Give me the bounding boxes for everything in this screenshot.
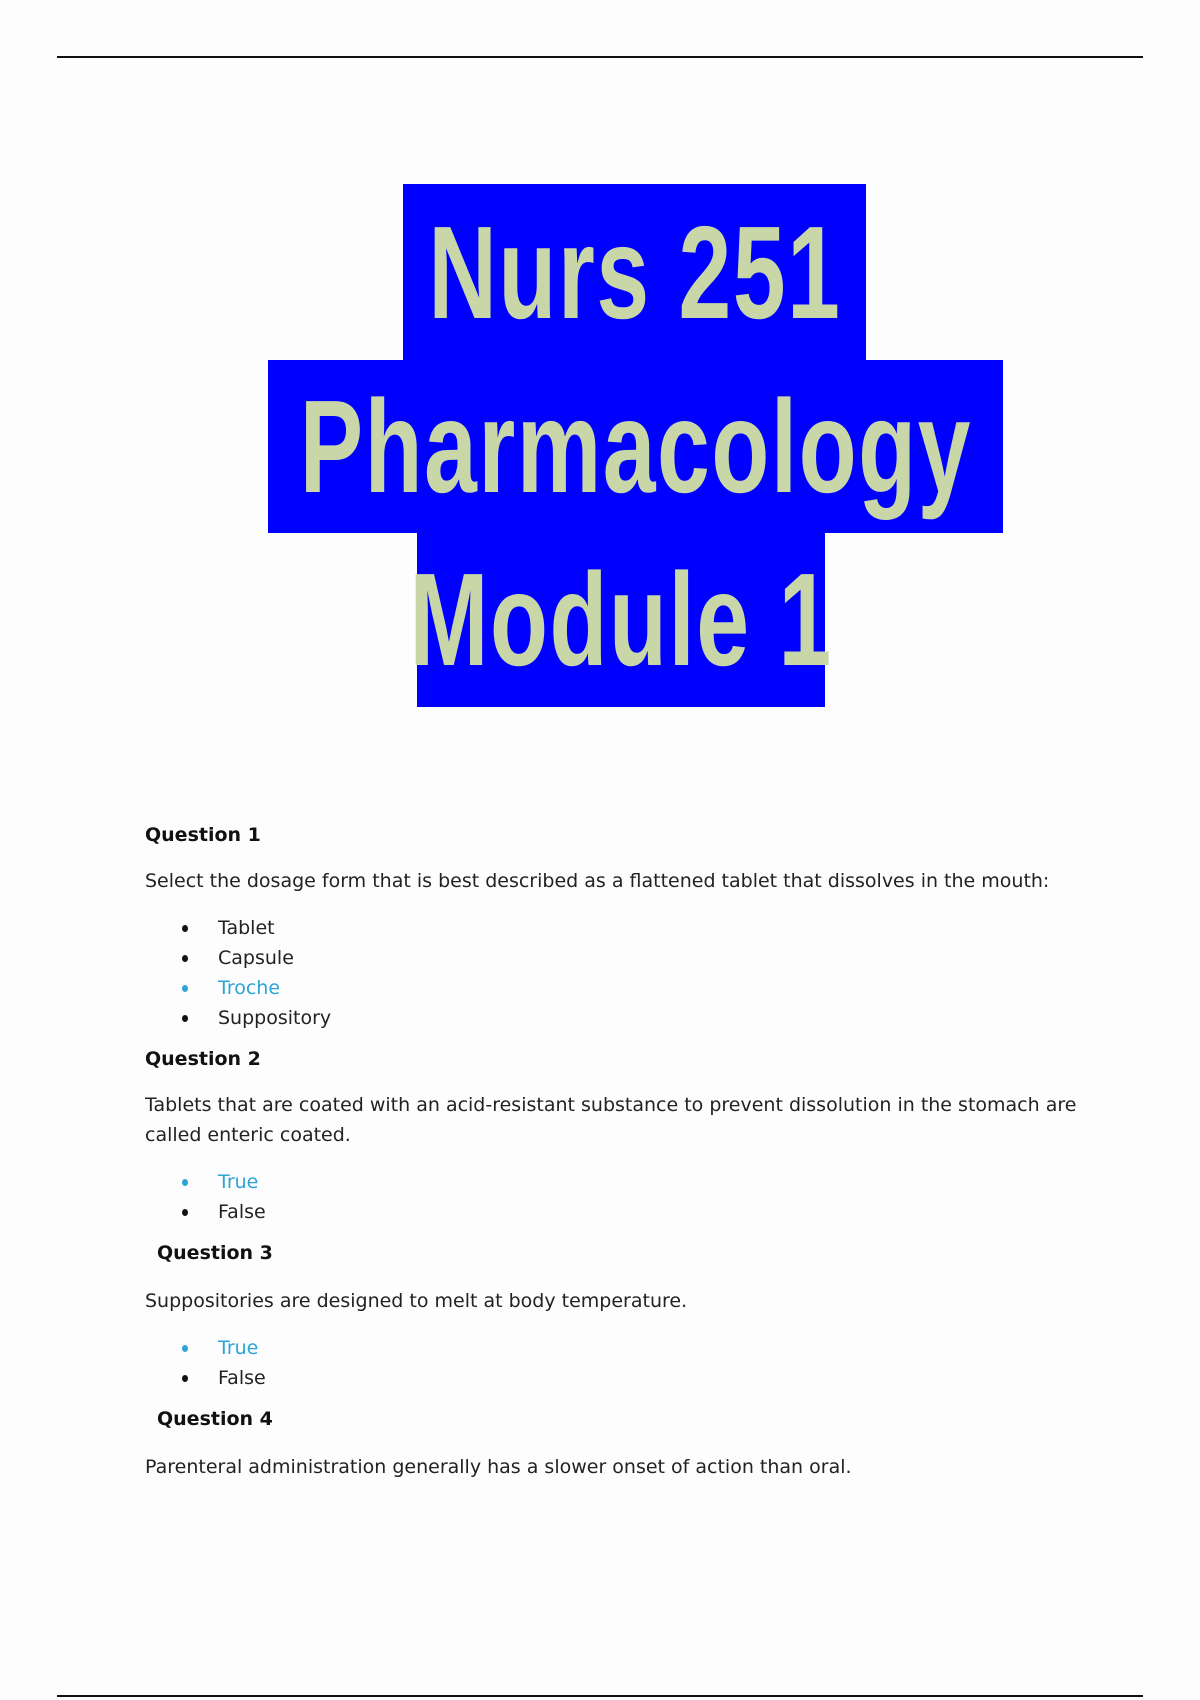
question-2-options <box>180 1167 266 1227</box>
question-3-option-1-correct: True <box>180 1333 266 1363</box>
question-3-options <box>180 1333 266 1393</box>
question-1-option-3-correct: Troche <box>180 973 331 1003</box>
title-line-1: Nurs 251 <box>427 199 842 346</box>
bullet-icon <box>182 955 188 962</box>
question-1-text: Select the dosage form that is best described as a flattened tablet that dissolves in the mouth: <box>145 870 1050 892</box>
question-4-heading: Question 4 <box>157 1408 273 1430</box>
bullet-icon <box>182 1209 188 1216</box>
bullet-icon <box>182 1015 188 1022</box>
question-4-text: Parenteral administration generally has a slower onset of action than oral. <box>145 1456 852 1478</box>
question-3-option-2: False <box>180 1363 266 1393</box>
bullet-icon <box>182 1345 188 1352</box>
title-line-2: Pharmacology <box>299 373 972 520</box>
top-rule <box>57 56 1143 58</box>
question-1-option-4: Suppository <box>180 1003 331 1033</box>
bullet-icon <box>182 985 188 992</box>
bullet-icon <box>182 1179 188 1186</box>
question-3-text: Suppositories are designed to melt at body temperature. <box>145 1290 688 1312</box>
bottom-rule <box>57 1695 1143 1697</box>
question-2-heading: Question 2 <box>145 1048 261 1070</box>
question-1-option-2: Capsule <box>180 943 331 973</box>
question-1-heading: Question 1 <box>145 824 261 846</box>
title-line-3: Module 1 <box>409 546 833 693</box>
question-2-option-2: False <box>180 1197 266 1227</box>
question-3-heading: Question 3 <box>157 1242 273 1264</box>
question-1-options <box>180 913 331 1033</box>
question-2-text: Tablets that are coated with an acid-resistant substance to prevent dissolution in the stomach are called enteric coated. <box>145 1094 1077 1146</box>
question-2-option-1-correct: True <box>180 1167 266 1197</box>
bullet-icon <box>182 925 188 932</box>
question-1-option-1: Tablet <box>180 913 331 943</box>
bullet-icon <box>182 1375 188 1382</box>
